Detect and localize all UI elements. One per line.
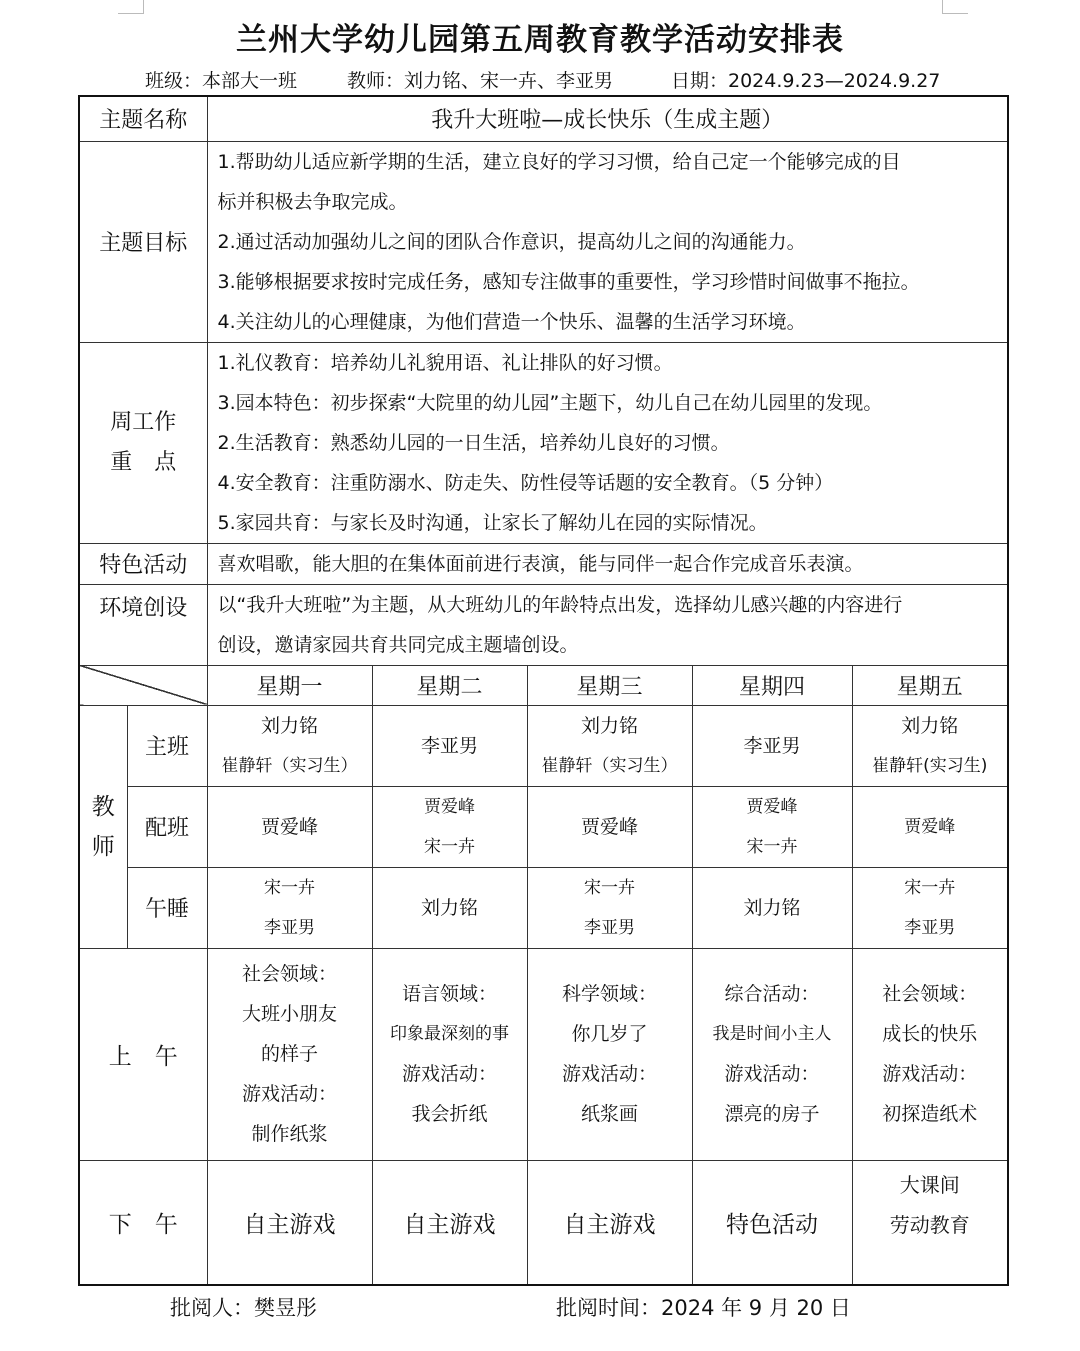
weekly-focus-content: [207, 342, 1008, 543]
cell-line: 成长的快乐: [882, 1023, 978, 1045]
cell-line: 游戏活动：: [724, 1063, 820, 1085]
cell-line: 贾爱峰: [261, 815, 319, 838]
nap-label: 午睡: [127, 867, 207, 948]
cell-line: 我是时间小主人: [712, 1024, 832, 1044]
schedule-cell: [692, 1160, 852, 1285]
day-header: 星期四: [692, 665, 852, 705]
cell-line: 崔静轩（实习生）: [221, 755, 358, 776]
cell-line: 特色活动: [726, 1211, 819, 1238]
schedule-cell: [207, 1160, 372, 1285]
schedule-cell: [372, 1160, 527, 1285]
environment-content: [207, 584, 1008, 665]
focus-line: 4.安全教育：注重防溺水、防走失、防性侵等话题的安全教育。（5 分钟）: [217, 471, 834, 494]
cell-line: 自主游戏: [563, 1211, 656, 1238]
cell-line: 刘力铭: [743, 896, 801, 919]
schedule-cell: [852, 705, 1008, 786]
cell-line: 李亚男: [264, 917, 316, 938]
day-header: 星期二: [372, 665, 527, 705]
cell-line: 刘力铭: [421, 896, 479, 919]
schedule-cell: [527, 867, 692, 948]
goal-line: 2.通过活动加强幼儿之间的团队合作意识，提高幼儿之间的沟通能力。: [217, 230, 806, 253]
schedule-cell: [207, 948, 372, 1160]
cell-line: 刘力铭: [581, 714, 639, 737]
cell-line: 劳动教育: [889, 1212, 970, 1237]
goal-line: 1.帮助幼儿适应新学期的生活，建立良好的学习习惯，给自己定一个能够完成的目: [217, 150, 901, 173]
nap-row: [79, 867, 1008, 948]
weekly-focus-row: [79, 342, 1008, 543]
theme-goals-row: [79, 141, 1008, 342]
day-header: 星期一: [207, 665, 372, 705]
schedule-cell: [372, 948, 527, 1160]
schedule-cell: [527, 705, 692, 786]
reviewer: 批阅人：樊昱彤: [170, 1296, 317, 1320]
goal-line: 3.能够根据要求按时完成任务，感知专注做事的重要性，学习珍惜时间做事不拖拉。: [217, 270, 920, 293]
cell-line: 社会领域：: [882, 983, 978, 1005]
cell-line: 综合活动：: [724, 983, 820, 1005]
theme-goals-label: 主题目标: [79, 141, 207, 342]
teacher-group-label-line2: 师: [91, 833, 115, 860]
teachers-info: 教师：刘力铭、宋一卉、李亚男: [347, 70, 614, 92]
focus-line: 1.礼仪教育：培养幼儿礼貌用语、礼让排队的好习惯。: [217, 351, 673, 374]
environment-line: 以“我升大班啦”为主题，从大班幼儿的年龄特点出发，选择幼儿感兴趣的内容进行: [217, 593, 903, 616]
cell-line: 纸浆画: [581, 1103, 639, 1125]
afternoon-label: 下 午: [79, 1160, 207, 1285]
schedule-cell: [692, 867, 852, 948]
cell-line: 印象最深刻的事: [390, 1024, 510, 1044]
crop-mark-left: [118, 0, 144, 14]
goal-line: 4.关注幼儿的心理健康，为他们营造一个快乐、温馨的生活学习环境。: [217, 310, 806, 333]
cell-line: 宋一卉: [904, 877, 956, 898]
cell-line: 科学领域：: [562, 983, 658, 1005]
schedule-cell: [372, 705, 527, 786]
cell-line: 语言领域：: [402, 983, 498, 1005]
cell-line: 游戏活动：: [242, 1083, 338, 1105]
cell-line: 崔静轩（实习生）: [541, 755, 678, 776]
schedule-cell: [207, 867, 372, 948]
cell-line: 漂亮的房子: [724, 1103, 820, 1125]
cell-line: 游戏活动：: [402, 1063, 498, 1085]
cell-line: 游戏活动：: [562, 1063, 658, 1085]
environment-label: 环境创设: [79, 584, 207, 665]
cell-line: 自主游戏: [243, 1211, 336, 1238]
crop-mark-right: [942, 0, 968, 14]
cell-line: 宋一卉: [746, 836, 798, 857]
schedule-cell: [372, 786, 527, 867]
cell-line: 贾爱峰: [581, 815, 639, 838]
cell-line: 初探造纸术: [882, 1103, 978, 1125]
main-teacher-label: 主班: [127, 705, 207, 786]
cell-line: 游戏活动：: [882, 1063, 978, 1085]
cell-line: 贾爱峰: [746, 796, 798, 817]
featured-activity-label: 特色活动: [79, 543, 207, 584]
cell-line: 李亚男: [904, 917, 956, 938]
review-time: 批阅时间：2024 年 9 月 20 日: [556, 1296, 851, 1320]
class-info: 班级：本部大一班: [145, 70, 298, 92]
cell-line: 大班小朋友: [242, 1003, 338, 1025]
schedule-cell: [207, 786, 372, 867]
cell-line: 刘力铭: [261, 714, 319, 737]
schedule-cell: [852, 867, 1008, 948]
cell-line: 制作纸浆: [251, 1123, 328, 1145]
weekly-focus-label: [79, 342, 207, 543]
schedule-table: [78, 95, 1009, 1286]
morning-row: [79, 948, 1008, 1160]
morning-label: 上 午: [79, 948, 207, 1160]
teacher-group-label-line1: 教: [91, 793, 115, 820]
theme-goals-content: [207, 141, 1008, 342]
cell-line: 刘力铭: [901, 714, 959, 737]
goal-line: 标并积极去争取完成。: [217, 190, 408, 213]
schedule-cell: [692, 948, 852, 1160]
schedule-cell: [527, 948, 692, 1160]
cell-line: 你几岁了: [571, 1023, 648, 1045]
schedule-cell: [372, 867, 527, 948]
page-title: 兰州大学幼儿园第五周教育教学活动安排表: [236, 22, 844, 58]
date-info: 日期：2024.9.23—2024.9.27: [671, 70, 941, 92]
featured-activity-value: [207, 543, 1008, 584]
schedule-cell: [852, 948, 1008, 1160]
theme-name-row: [79, 96, 1008, 141]
cell-line: 我会折纸: [411, 1103, 488, 1125]
cell-line: 贾爱峰: [904, 816, 956, 837]
teacher-group-label: [79, 705, 127, 948]
cell-line: 李亚男: [584, 917, 636, 938]
cell-line: 宋一卉: [424, 836, 476, 857]
schedule-cell: [852, 786, 1008, 867]
theme-name-value: 我升大班啦—成长快乐（生成主题）: [207, 96, 1008, 141]
focus-line: 5.家园共育：与家长及时沟通，让家长了解幼儿在园的实际情况。: [217, 511, 768, 534]
assistant-teacher-row: [79, 786, 1008, 867]
schedule-cell: [527, 1160, 692, 1285]
cell-line: 宋一卉: [584, 877, 636, 898]
cell-line: 李亚男: [421, 734, 479, 757]
cell-line: 贾爱峰: [424, 796, 476, 817]
cell-line: 社会领域：: [242, 963, 338, 985]
day-header: 星期五: [852, 665, 1008, 705]
focus-line: 3.园本特色：初步探索“大院里的幼儿园”主题下，幼儿自己在幼儿园里的发现。: [217, 391, 883, 414]
schedule-cell: [207, 705, 372, 786]
featured-activity-text: 喜欢唱歌，能大胆的在集体面前进行表演，能与同伴一起合作完成音乐表演。: [217, 552, 864, 575]
cell-line: 崔静轩(实习生): [872, 755, 988, 776]
weekly-focus-label-line1: 周工作: [110, 409, 177, 435]
cell-line: 李亚男: [743, 734, 801, 757]
weekly-focus-label-line2: 重 点: [110, 449, 177, 475]
environment-line: 创设，邀请家园共育共同完成主题墙创设。: [217, 633, 579, 656]
cell-line: 自主游戏: [403, 1211, 496, 1238]
focus-line: 2.生活教育：熟悉幼儿园的一日生活，培养幼儿良好的习惯。: [217, 431, 730, 454]
main-teacher-row: [79, 705, 1008, 786]
day-header: 星期三: [527, 665, 692, 705]
afternoon-row: [79, 1160, 1008, 1285]
theme-name-label: 主题名称: [79, 96, 207, 141]
featured-activity-row: [79, 543, 1008, 584]
diagonal-header-cell: [79, 665, 207, 705]
schedule-cell: [692, 786, 852, 867]
cell-line: 的样子: [261, 1043, 319, 1065]
environment-row: [79, 584, 1008, 665]
assistant-teacher-label: 配班: [127, 786, 207, 867]
schedule-cell: [692, 705, 852, 786]
schedule-cell: [852, 1160, 1008, 1285]
cell-line: 大课间: [899, 1172, 960, 1197]
schedule-cell: [527, 786, 692, 867]
cell-line: 宋一卉: [264, 877, 316, 898]
day-header-row: [79, 665, 1008, 705]
